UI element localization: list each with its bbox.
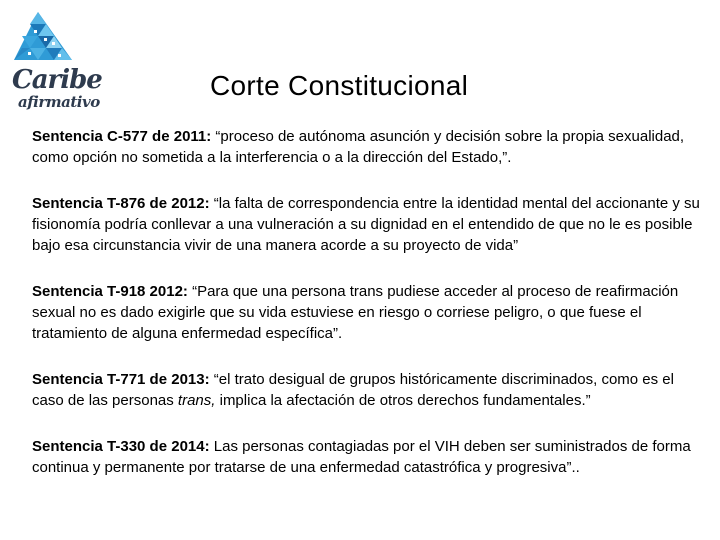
logo-wordmark-afirmativo: afirmativo [18,93,100,111]
triangle-mosaic-icon [8,8,88,68]
caribe-afirmativo-logo [8,8,102,112]
sentences-list [32,126,704,503]
sentence-item [32,126,704,168]
sentence-text: “la falta de correspondencia entre la identidad mental del accionante y su fisionomía podría conllevar a una vulneración a su dignidad en el entendido de que no le es posible bajo esa circunstancia vivir de una manera acorde a su proyecto de vida” [32,195,700,254]
logo-wordmark-caribe: Caribe [12,65,102,95]
sentence-item [32,193,704,256]
sentence-text: “proceso de autónoma asunción y decisión sobre la propia sexualidad, como opción no sometida a la interferencia o a la dirección del Estado,”. [32,128,685,166]
sentence-item [32,369,704,411]
page-title: Corte Constitucional [210,70,469,101]
sentence-text-italic: trans, [177,392,216,409]
sentence-item [32,436,704,478]
sentence-text: Las personas contagiadas por el VIH deben ser suministrados de forma continua y permanente por tratarse de una enfermedad catastrófica y progresiva”.. [32,438,691,476]
sentence-text: implica la afectación de otros derechos fundamentales.” [215,392,591,409]
sentence-reference: Sentencia T-330 de 2014: [32,438,210,455]
sentence-text: “Para que una persona trans pudiese acceder al proceso de reafirmación sexual no es dado exigirle que su vida estuviese en riesgo o corriese peligro, o que fuese el tratamiento de alguna enfermedad específica”. [32,283,679,342]
sentence-reference: Sentencia T-771 de 2013: [32,371,210,388]
sentence-reference: Sentencia T-876 de 2012: [32,195,210,212]
sentence-reference: Sentencia C-577 de 2011: [32,128,212,145]
sentence-item [32,281,704,344]
sentence-reference: Sentencia T-918 2012: [32,283,188,300]
sentence-text: “el trato desigual de grupos históricamente discriminados, como es el caso de las personas [32,371,674,409]
